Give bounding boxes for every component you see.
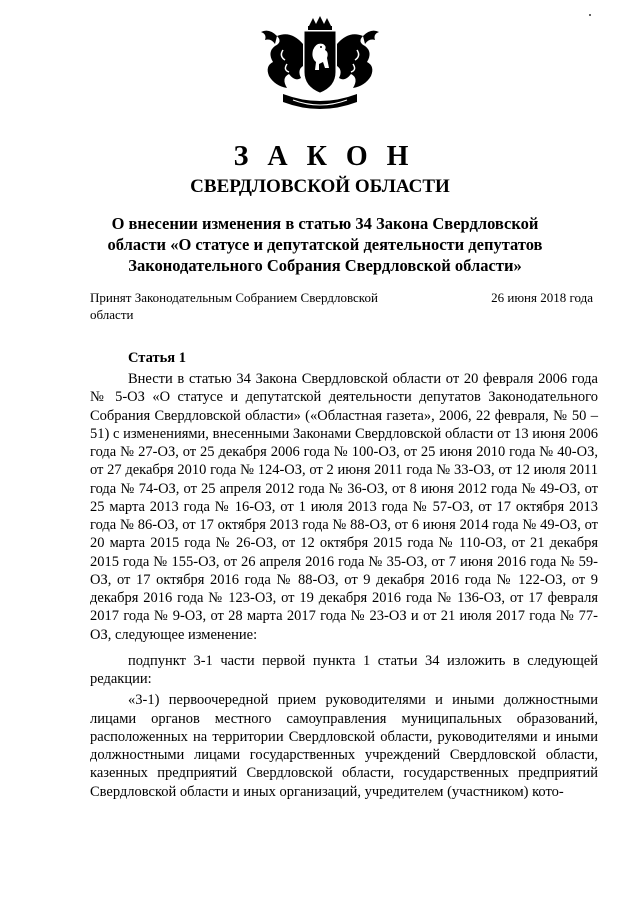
- sverdlovsk-coat-of-arms-icon: [253, 16, 387, 116]
- body-paragraph: подпункт 3-1 части первой пункта 1 статьи 34 изложить в следующей редакции:: [90, 652, 598, 687]
- adopted-date: 26 июня 2018 года: [491, 290, 593, 305]
- law-title: З А К О Н: [233, 141, 415, 172]
- law-region: СВЕРДЛОВСКОЙ ОБЛАСТИ: [190, 176, 450, 197]
- article-title: Статья 1: [128, 350, 186, 366]
- adopted-by: Принят Законодательным Собранием Свердловской области: [90, 290, 378, 322]
- body-paragraph: «3-1) первоочередной прием руководителями и иными должностными лицами органов местного самоуправления муниципальных образований, расположенных на территории Свердловской области, руководителями и иными должностными лицами государственных учреждений Свердловской области, казенных предприятий Свердловской области, государственных предприятий Свердловской области и иных организаций, учредителем (участником) кото-: [90, 692, 598, 800]
- article-body: [90, 370, 598, 801]
- body-paragraph: Внести в статью 34 Закона Свердловской области от 20 февраля 2006 года № 5-ОЗ «О статусе и депутатской деятельности депутатов Законодательного Собрания Свердловской области» («Областная газета», 2006, 22 февраля, № 50 – 51) с изменениями, внесенными Законами Свердловской области от 13 июня 2006 года № 27-ОЗ, от 25 декабря 2006 года № 100-ОЗ, от 25 июня 2010 года № 40-ОЗ, от 27 декабря 2010 года № 124-ОЗ, от 2 июня 2011 года № 33-ОЗ, от 12 июля 2011 года № 74-ОЗ, от 25 апреля 2012 года № 36-ОЗ, от 8 июня 2012 года № 49-ОЗ, от 25 марта 2013 года № 16-ОЗ, от 1 июля 2013 года № 57-ОЗ, от 17 октября 2013 года № 86-ОЗ, от 17 октября 2013 года № 88-ОЗ, от 6 июня 2014 года № 49-ОЗ, от 20 марта 2015 года № 26-ОЗ, от 12 октября 2015 года № 110-ОЗ, от 21 декабря 2015 года № 155-ОЗ, от 26 апреля 2016 года № 35-ОЗ, от 7 июня 2016 года № 59-ОЗ, от 17 октября 2016 года № 88-ОЗ, от 9 декабря 2016 года № 122-ОЗ, от 9 декабря 2016 года № 123-ОЗ, от 19 декабря 2016 года № 136-ОЗ, от 17 февраля 2017 года № 9-ОЗ, от 28 марта 2017 года № 23-ОЗ и от 21 июля 2017 года № 77-ОЗ, следующее изменение:: [90, 371, 598, 643]
- law-heading: О внесении изменения в статью 34 Закона Свердловской области «О статусе и депутатской деятельности депутатов Законодательного Собрания Свердловской области»: [107, 214, 543, 275]
- scan-dot: [589, 14, 591, 16]
